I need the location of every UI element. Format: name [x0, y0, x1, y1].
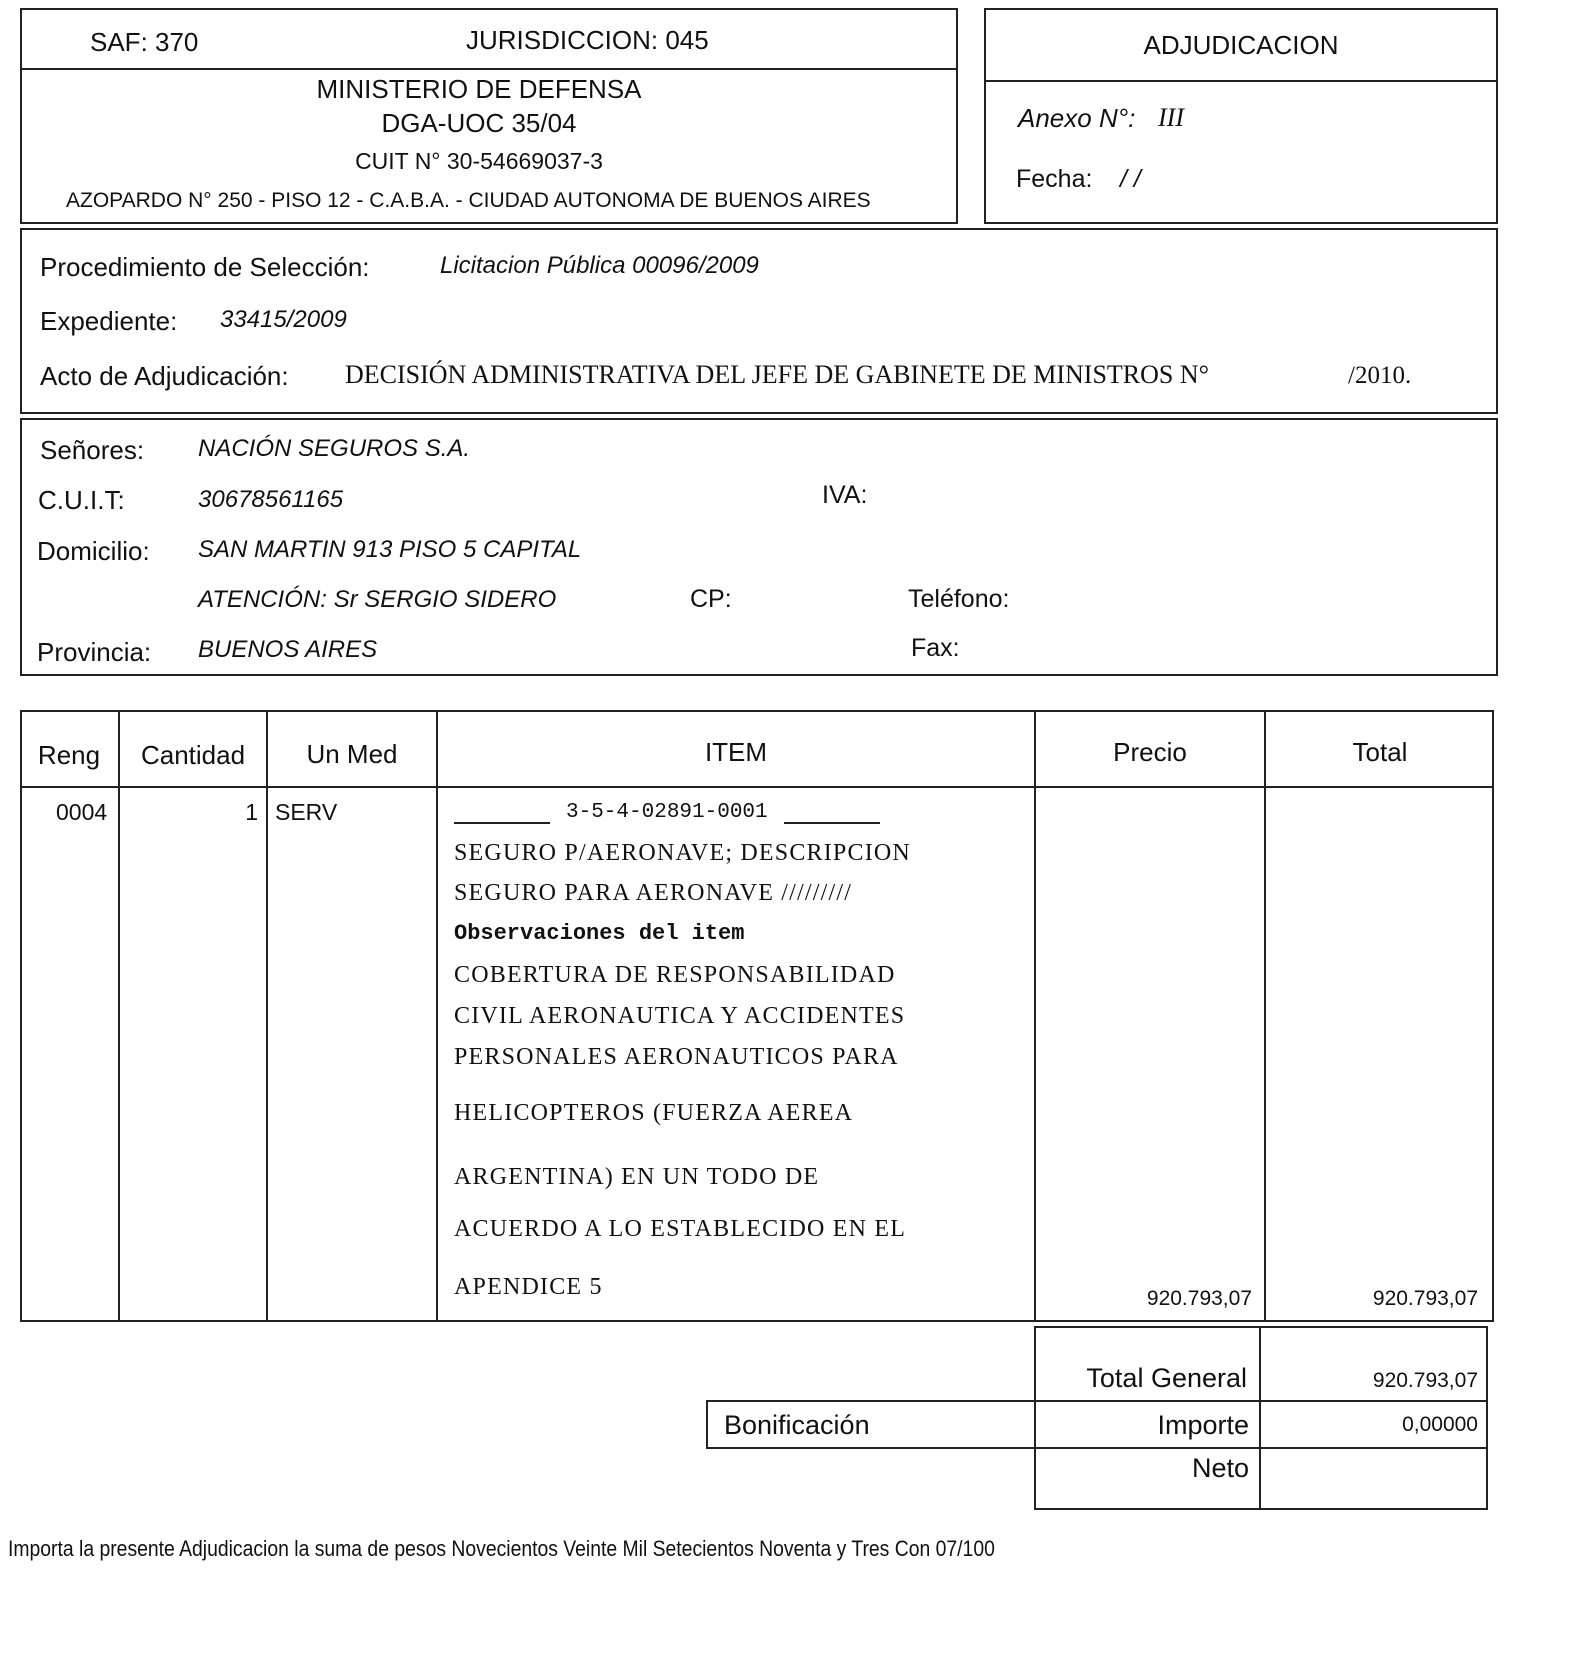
jurisdiccion-label: JURISDICCION: 045 — [466, 25, 709, 55]
col-header-precio: Precio — [1113, 737, 1187, 767]
item-line: Observaciones del item — [454, 921, 745, 946]
importe-label: Importe — [1157, 1410, 1249, 1440]
item-line: SEGURO PARA AERONAVE ///////// — [454, 880, 853, 906]
acto-value: DECISIÓN ADMINISTRATIVA DEL JEFE DE GABINETE DE MINISTROS N° — [345, 360, 1210, 389]
unit-name: DGA-UOC 35/04 — [381, 108, 577, 138]
col-header-un-med: Un Med — [306, 739, 398, 769]
totals-row-divider-1 — [1034, 1400, 1488, 1402]
total-general-value: 920.793,07 — [1372, 1369, 1478, 1392]
acto-year: /2010. — [1348, 362, 1412, 389]
col-header-total: Total — [1352, 737, 1408, 767]
org-address: AZOPARDO N° 250 - PISO 12 - C.A.B.A. - CIUDAD AUTONOMA DE BUENOS AIRES — [66, 189, 871, 212]
header-divider — [20, 68, 958, 70]
item-line: PERSONALES AERONAUTICOS PARA — [454, 1044, 899, 1070]
fecha-label: Fecha: — [1016, 165, 1093, 193]
col-divider-4 — [1034, 710, 1036, 1322]
totals-row-divider-2 — [1034, 1447, 1488, 1449]
fecha-value: / / — [1120, 165, 1141, 193]
seleccion-label: Procedimiento de Selección: — [40, 252, 370, 282]
domicilio-value: SAN MARTIN 913 PISO 5 CAPITAL — [198, 536, 582, 563]
row-precio: 920.793,07 — [1146, 1287, 1252, 1310]
row-reng: 0004 — [56, 799, 108, 825]
col-header-item: ITEM — [704, 737, 768, 767]
org-cuit: CUIT N° 30-54669037-3 — [355, 148, 603, 174]
adjudicacion-divider — [984, 80, 1498, 82]
senores-value: NACIÓN SEGUROS S.A. — [198, 435, 471, 462]
acto-label: Acto de Adjudicación: — [40, 361, 289, 391]
telefono-label: Teléfono: — [908, 585, 1010, 613]
bonificacion-label: Bonificación — [724, 1410, 870, 1440]
item-line: ACUERDO A LO ESTABLECIDO EN EL — [454, 1216, 907, 1242]
col-divider-3 — [436, 710, 438, 1322]
row-cantidad: 1 — [245, 799, 258, 825]
cp-label: CP: — [690, 585, 732, 613]
col-header-cantidad: Cantidad — [140, 740, 246, 770]
item-line: HELICOPTEROS (FUERZA AEREA — [454, 1100, 854, 1126]
fax-label: Fax: — [911, 634, 960, 662]
senores-label: Señores: — [40, 435, 145, 465]
anexo-label: Anexo N°: — [1018, 103, 1136, 133]
supplier-cuit-label: C.U.I.T: — [38, 485, 125, 515]
col-header-reng: Reng — [37, 740, 101, 770]
supplier-cuit-value: 30678561165 — [198, 486, 344, 513]
org-name: MINISTERIO DE DEFENSA — [316, 74, 642, 104]
item-line: CIVIL AERONAUTICA Y ACCIDENTES — [454, 1003, 906, 1029]
saf-label: SAF: 370 — [90, 27, 199, 57]
col-divider-2 — [266, 710, 268, 1322]
item-line: APENDICE 5 — [454, 1274, 603, 1300]
item-line: ARGENTINA) EN UN TODO DE — [454, 1164, 820, 1190]
atencion-value: ATENCIÓN: Sr SERGIO SIDERO — [198, 586, 557, 613]
row-total: 920.793,07 — [1372, 1287, 1478, 1310]
neto-label: Neto — [1191, 1453, 1249, 1483]
provincia-label: Provincia: — [37, 637, 152, 667]
expediente-value: 33415/2009 — [220, 306, 347, 333]
total-general-label: Total General — [1086, 1363, 1247, 1393]
provincia-value: BUENOS AIRES — [198, 636, 378, 663]
importe-value: 0,00000 — [1402, 1413, 1478, 1436]
item-line: SEGURO P/AERONAVE; DESCRIPCION — [454, 840, 911, 866]
row-un-med: SERV — [275, 799, 338, 825]
col-divider-5 — [1264, 710, 1266, 1322]
footer-text: Importa la presente Adjudicacion la suma de pesos Novecientos Veinte Mil Setecientos Noventa y Tres Con 07/100 — [8, 1536, 995, 1561]
doc-type-title: ADJUDICACION — [1143, 30, 1339, 60]
domicilio-label: Domicilio: — [37, 536, 150, 566]
item-line: COBERTURA DE RESPONSABILIDAD — [454, 962, 896, 988]
anexo-value: III — [1158, 103, 1184, 132]
item-code — [454, 801, 880, 824]
table-header-divider — [20, 786, 1494, 788]
item-code-text: 3-5-4-02891-0001 — [566, 801, 768, 824]
expediente-label: Expediente: — [40, 306, 178, 336]
seleccion-value: Licitacion Pública 00096/2009 — [440, 252, 759, 279]
iva-label: IVA: — [822, 481, 868, 509]
